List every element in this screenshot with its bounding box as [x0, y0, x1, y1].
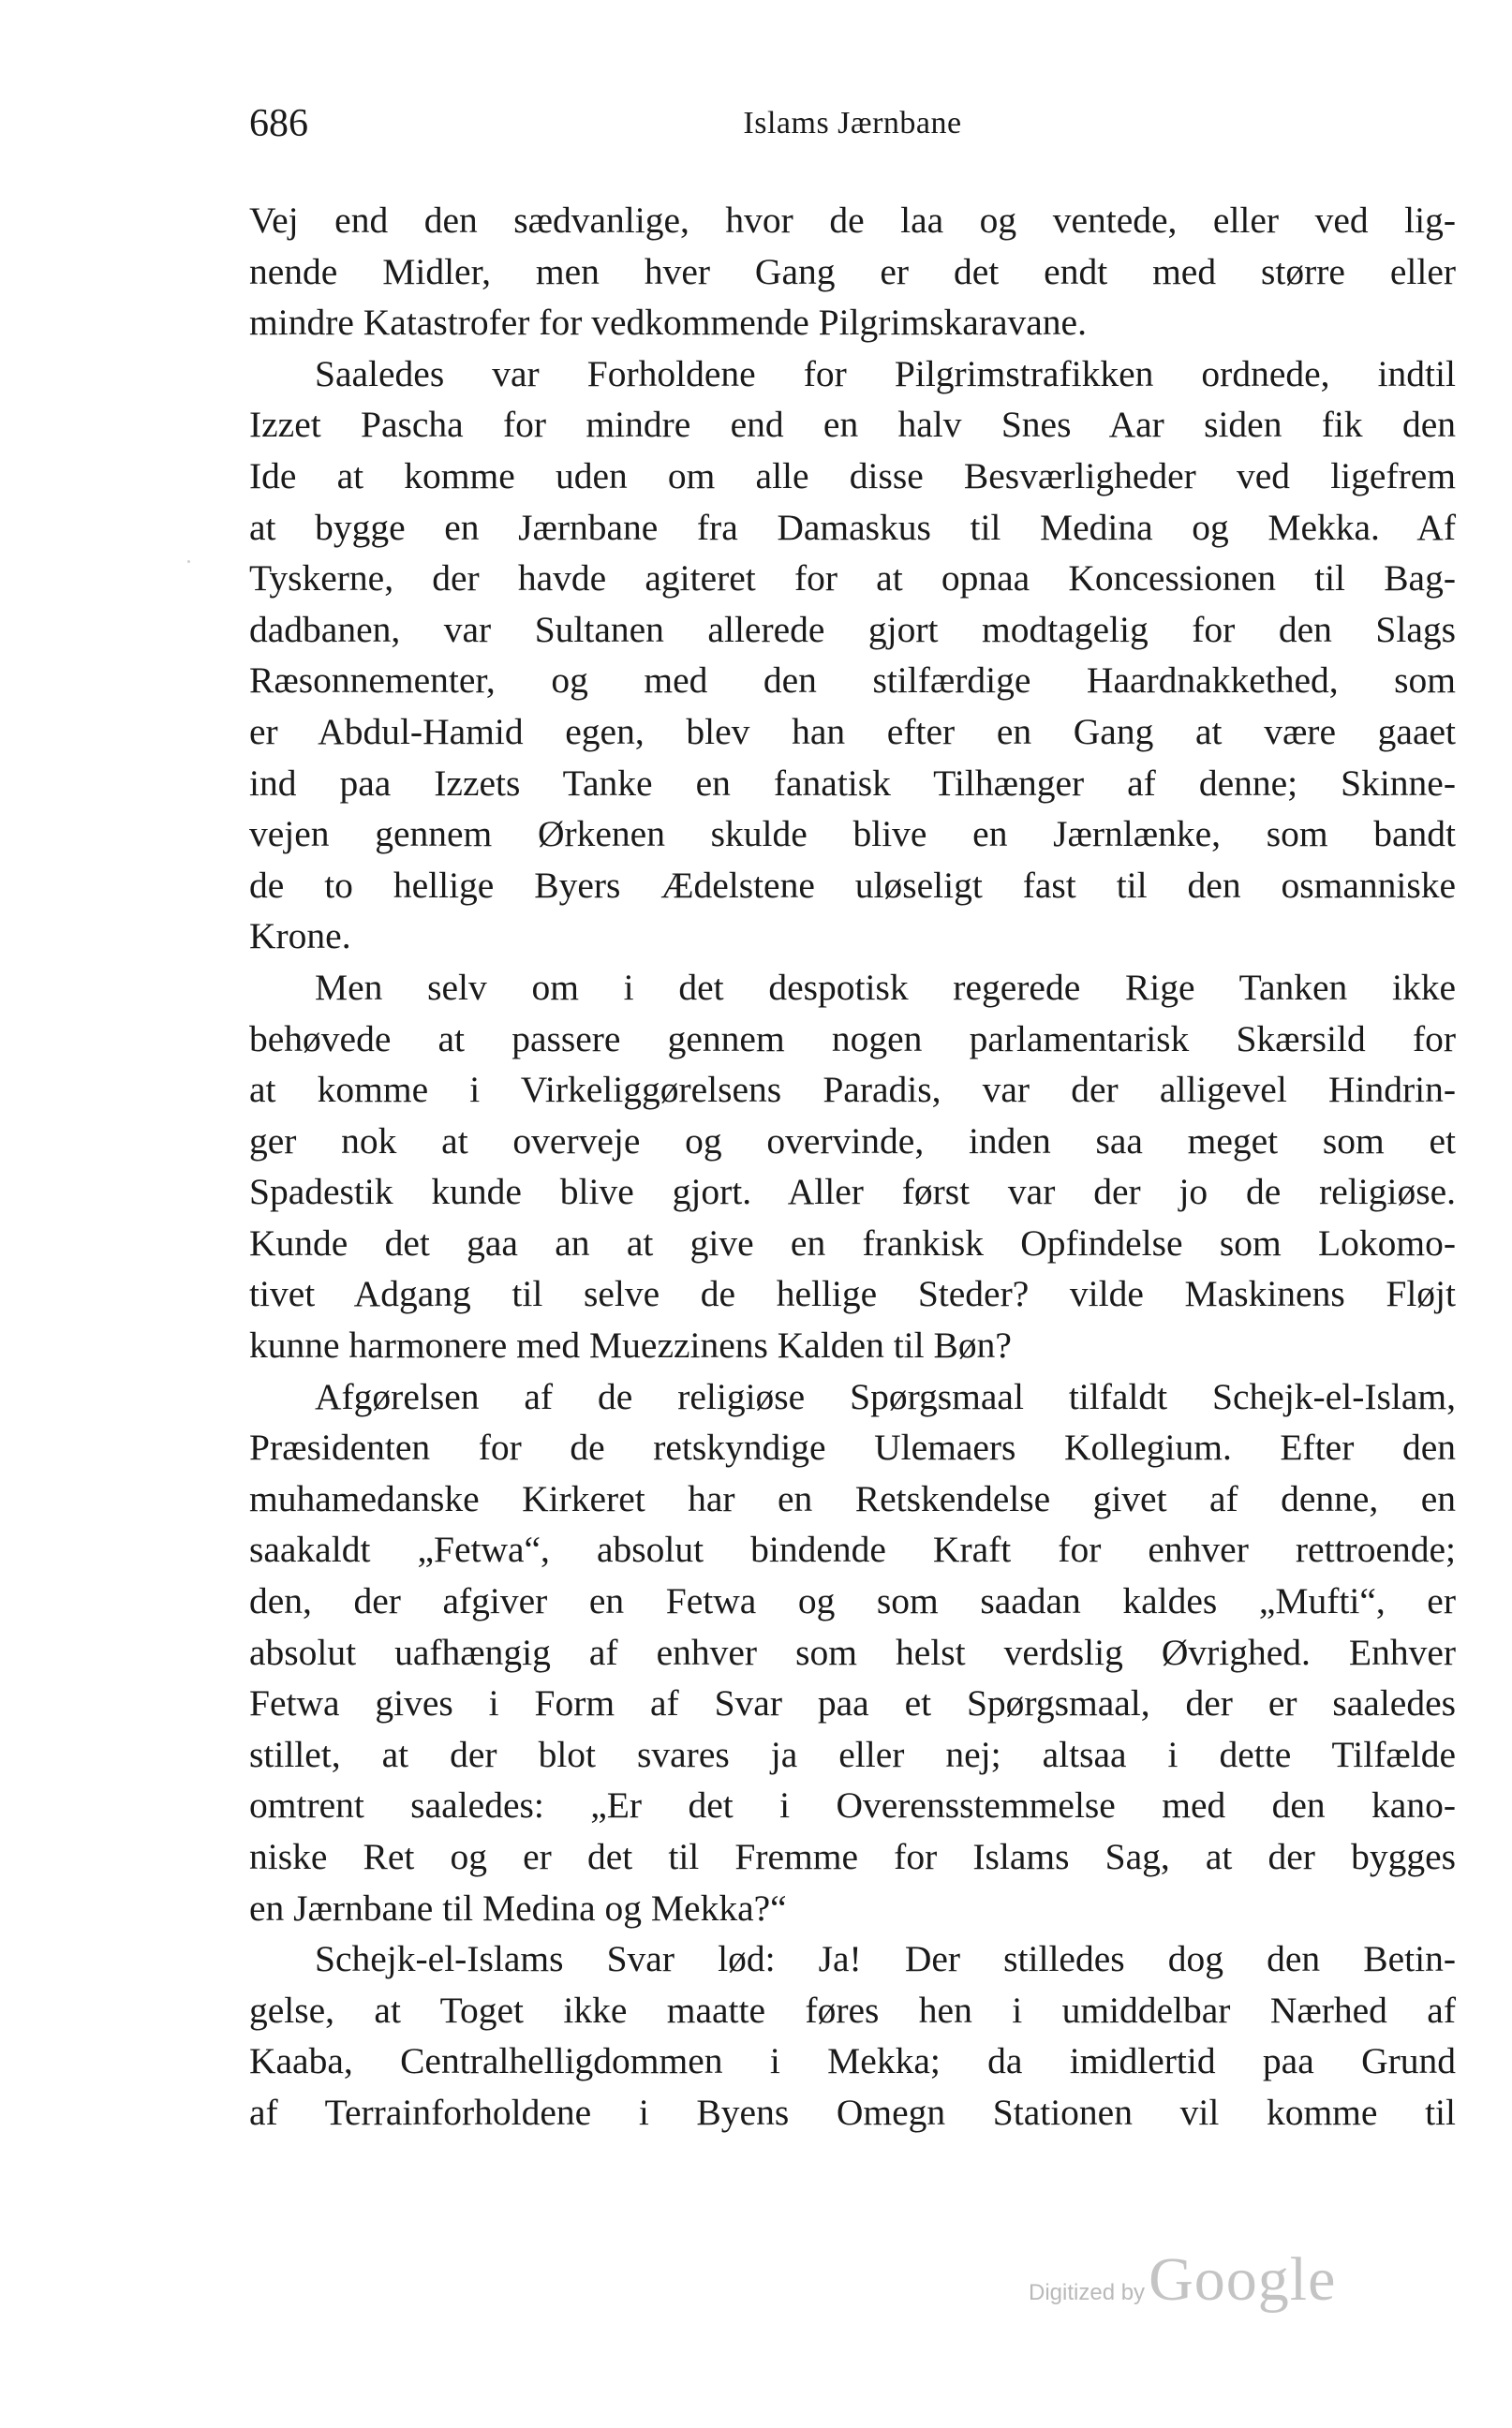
text-line: stillet, at der blot svares ja eller nej; altsaa i dette Tilfælde — [249, 1733, 1456, 1775]
running-title: Islams Jærnbane — [743, 106, 962, 141]
text-line: nende Midler, men hver Gang er det endt med større eller — [249, 250, 1456, 292]
running-head — [249, 96, 1456, 152]
text-line: vejen gennem Ørkenen skulde blive en Jærnlænke, som bandt — [249, 813, 1456, 855]
text-line: omtrent saaledes: „Er det i Overensstemmelse med den kano- — [249, 1784, 1456, 1827]
text-line: er Abdul-Hamid egen, blev han efter en Gang at være gaaet — [249, 710, 1456, 752]
scan-speck — [187, 560, 190, 563]
text-line: Kaaba, Centralhelligdommen i Mekka; da imidlertid paa Grund — [249, 2040, 1456, 2082]
text-line: Ræsonnementer, og med den stilfærdige Haardnakkethed, som — [249, 659, 1456, 702]
text-line: muhamedanske Kirkeret har en Retskendelse givet af denne, en — [249, 1477, 1456, 1519]
text-line: Krone. — [249, 915, 351, 957]
text-line: Ide at komme uden om alle disse Besværligheder ved ligefrem — [249, 454, 1456, 496]
text-line: Saaledes var Forholdene for Pilgrimstrafikken ordnede, indtil — [315, 352, 1456, 394]
text-line: ind paa Izzets Tanke en fanatisk Tilhænger af denne; Skinne- — [249, 762, 1456, 804]
text-line: absolut uafhængig af enhver som helst verdslig Øvrighed. Enhver — [249, 1631, 1456, 1673]
text-line: at bygge en Jærnbane fra Damaskus til Medina og Mekka. Af — [249, 506, 1456, 548]
text-line: Kunde det gaa an at give en frankisk Opfindelse som Lokomo- — [249, 1221, 1456, 1264]
digitized-by-google-watermark — [1029, 2244, 1336, 2329]
text-line: behøvede at passere gennem nogen parlamentarisk Skærsild for — [249, 1017, 1456, 1059]
text-line: Vej end den sædvanlige, hvor de laa og ventede, eller ved lig- — [249, 200, 1456, 241]
text-line: Izzet Pascha for mindre end en halv Snes Aar siden fik den — [249, 404, 1456, 446]
text-line: Afgørelsen af de religiøse Spørgsmaal tilfaldt Schejk-el-Islam, — [315, 1375, 1456, 1417]
text-line: mindre Katastrofer for vedkommende Pilgrimskaravane. — [249, 302, 1087, 344]
text-line: Fetwa gives i Form af Svar paa et Spørgsmaal, der er saaledes — [249, 1682, 1456, 1725]
text-line: niske Ret og er det til Fremme for Islams Sag, at der bygges — [249, 1836, 1456, 1877]
text-line: en Jærnbane til Medina og Mekka?“ — [249, 1887, 787, 1929]
text-line: dadbanen, var Sultanen allerede gjort modtagelig for den Slags — [249, 608, 1456, 650]
text-line: kunne harmonere med Muezzinens Kalden til Bøn? — [249, 1325, 1012, 1367]
google-logo-text: Google — [1149, 2245, 1337, 2314]
text-line: de to hellige Byers Ædelstene uløseligt fast til den osmanniske — [249, 864, 1456, 906]
text-line: saakaldt „Fetwa“, absolut bindende Kraft for enhver rettroende; — [249, 1529, 1456, 1571]
text-line: gelse, at Toget ikke maatte føres hen i umiddelbar Nærhed af — [249, 1989, 1456, 2031]
text-line: ger nok at overveje og overvinde, inden saa meget som et — [249, 1119, 1456, 1162]
body-text — [249, 195, 1456, 2139]
text-line: Schejk-el-Islams Svar lød: Ja! Der stilledes dog den Betin- — [315, 1938, 1456, 1980]
text-line: at komme i Virkeliggørelsens Paradis, var der alligevel Hindrin- — [249, 1069, 1456, 1111]
text-line: tivet Adgang til selve de hellige Steder? vilde Maskinens Fløjt — [249, 1273, 1456, 1315]
text-line: af Terrainforholdene i Byens Omegn Stationen vil komme til — [249, 2091, 1456, 2133]
text-line: Tyskerne, der havde agiteret for at opnaa Koncessionen til Bag- — [249, 557, 1456, 600]
text-line: Spadestik kunde blive gjort. Aller først var der jo de religiøse. — [249, 1171, 1456, 1213]
digitized-label: Digitized by — [1029, 2280, 1146, 2305]
text-line: den, der afgiver en Fetwa og som saadan kaldes „Mufti“, er — [249, 1580, 1456, 1622]
text-line: Men selv om i det despotisk regerede Rige Tanken ikke — [315, 966, 1456, 1008]
text-line: Præsidenten for de retskyndige Ulemaers Kollegium. Efter den — [249, 1427, 1456, 1469]
page-number: 686 — [249, 102, 308, 145]
